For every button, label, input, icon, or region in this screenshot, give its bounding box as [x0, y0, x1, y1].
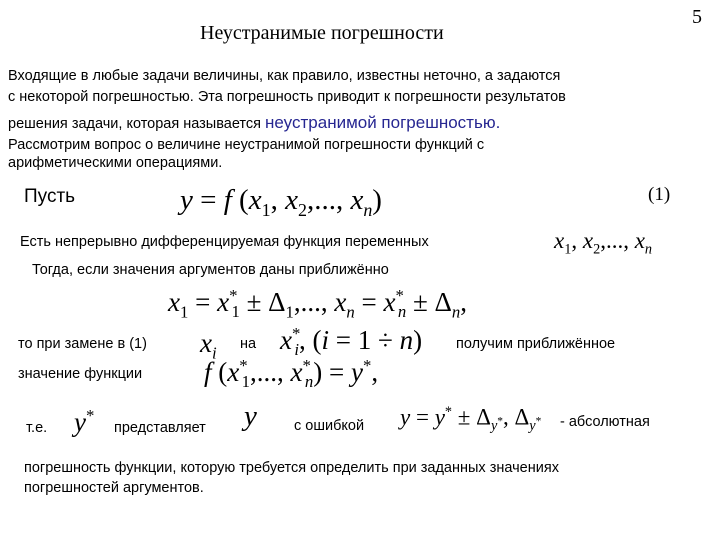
with-error-text: с ошибкой — [294, 418, 365, 434]
formula-y: y — [244, 400, 257, 432]
intro-line-3-start: решения задачи, которая называется — [8, 116, 266, 132]
on-text: на — [240, 336, 257, 352]
let-label: Пусть — [24, 186, 76, 207]
formula-approximate-function: f ($x^*_1$,..., $x^*_n) = y^*$, — [204, 356, 379, 392]
formula-variables: $x_1$, $x_2$,..., $x_n$ — [554, 228, 653, 258]
intro-line-5: арифметическими операциями. — [8, 155, 223, 171]
final-line-2: погрешностей аргументов. — [24, 480, 204, 496]
formula-y-star: y* — [74, 406, 95, 437]
formula-absolute-error: $y = y^* \pm \Delta_{y^*}$, $\Delta_{y^*}$ — [400, 404, 542, 435]
formula-xi: $x_i$ — [200, 328, 217, 363]
page-number: 5 — [692, 6, 702, 28]
slide-title: Неустранимые погрешности — [200, 22, 444, 44]
intro-line-2: с некоторой погрешностью. Эта погрешность приводит к погрешности результатов — [8, 89, 566, 105]
replace-text: то при замене в (1) — [18, 336, 147, 352]
intro-line-1: Входящие в любые задачи величины, как правило, известны неточно, а задаются — [8, 68, 561, 84]
formula-function-definition: y = f ($x_1$, $x_2$,..., $x_n$) — [180, 184, 382, 220]
intro-paragraph — [8, 66, 566, 174]
get-approximate-text: получим приближённое — [456, 336, 616, 352]
intro-highlight: неустранимой погрешностью. — [265, 113, 501, 132]
represents-text: представляет — [114, 420, 206, 436]
formula-xi-star: $x^*_i$, (i = 1 ÷ n) — [280, 324, 423, 360]
ie-text: т.е. — [26, 420, 48, 436]
continuous-function-text: Есть непрерывно дифференцируемая функция переменных — [20, 234, 429, 250]
final-paragraph — [24, 458, 559, 498]
formula-approximate-arguments: $x_1 = x^*_1 \pm \Delta_1$,..., $x_n = x^*_n \pm \Delta_n$, — [168, 286, 468, 322]
then-text: Тогда, если значения аргументов даны приближённо — [32, 262, 389, 278]
final-line-1: погрешность функции, которую требуется определить при заданных значениях — [24, 460, 559, 476]
equation-number: (1) — [648, 184, 671, 205]
absolute-text: - абсолютная — [560, 414, 650, 430]
intro-line-4: Рассмотрим вопрос о величине неустранимой погрешности функций с — [8, 137, 485, 153]
intro-line-3 — [8, 112, 566, 135]
function-value-text: значение функции — [18, 366, 143, 382]
